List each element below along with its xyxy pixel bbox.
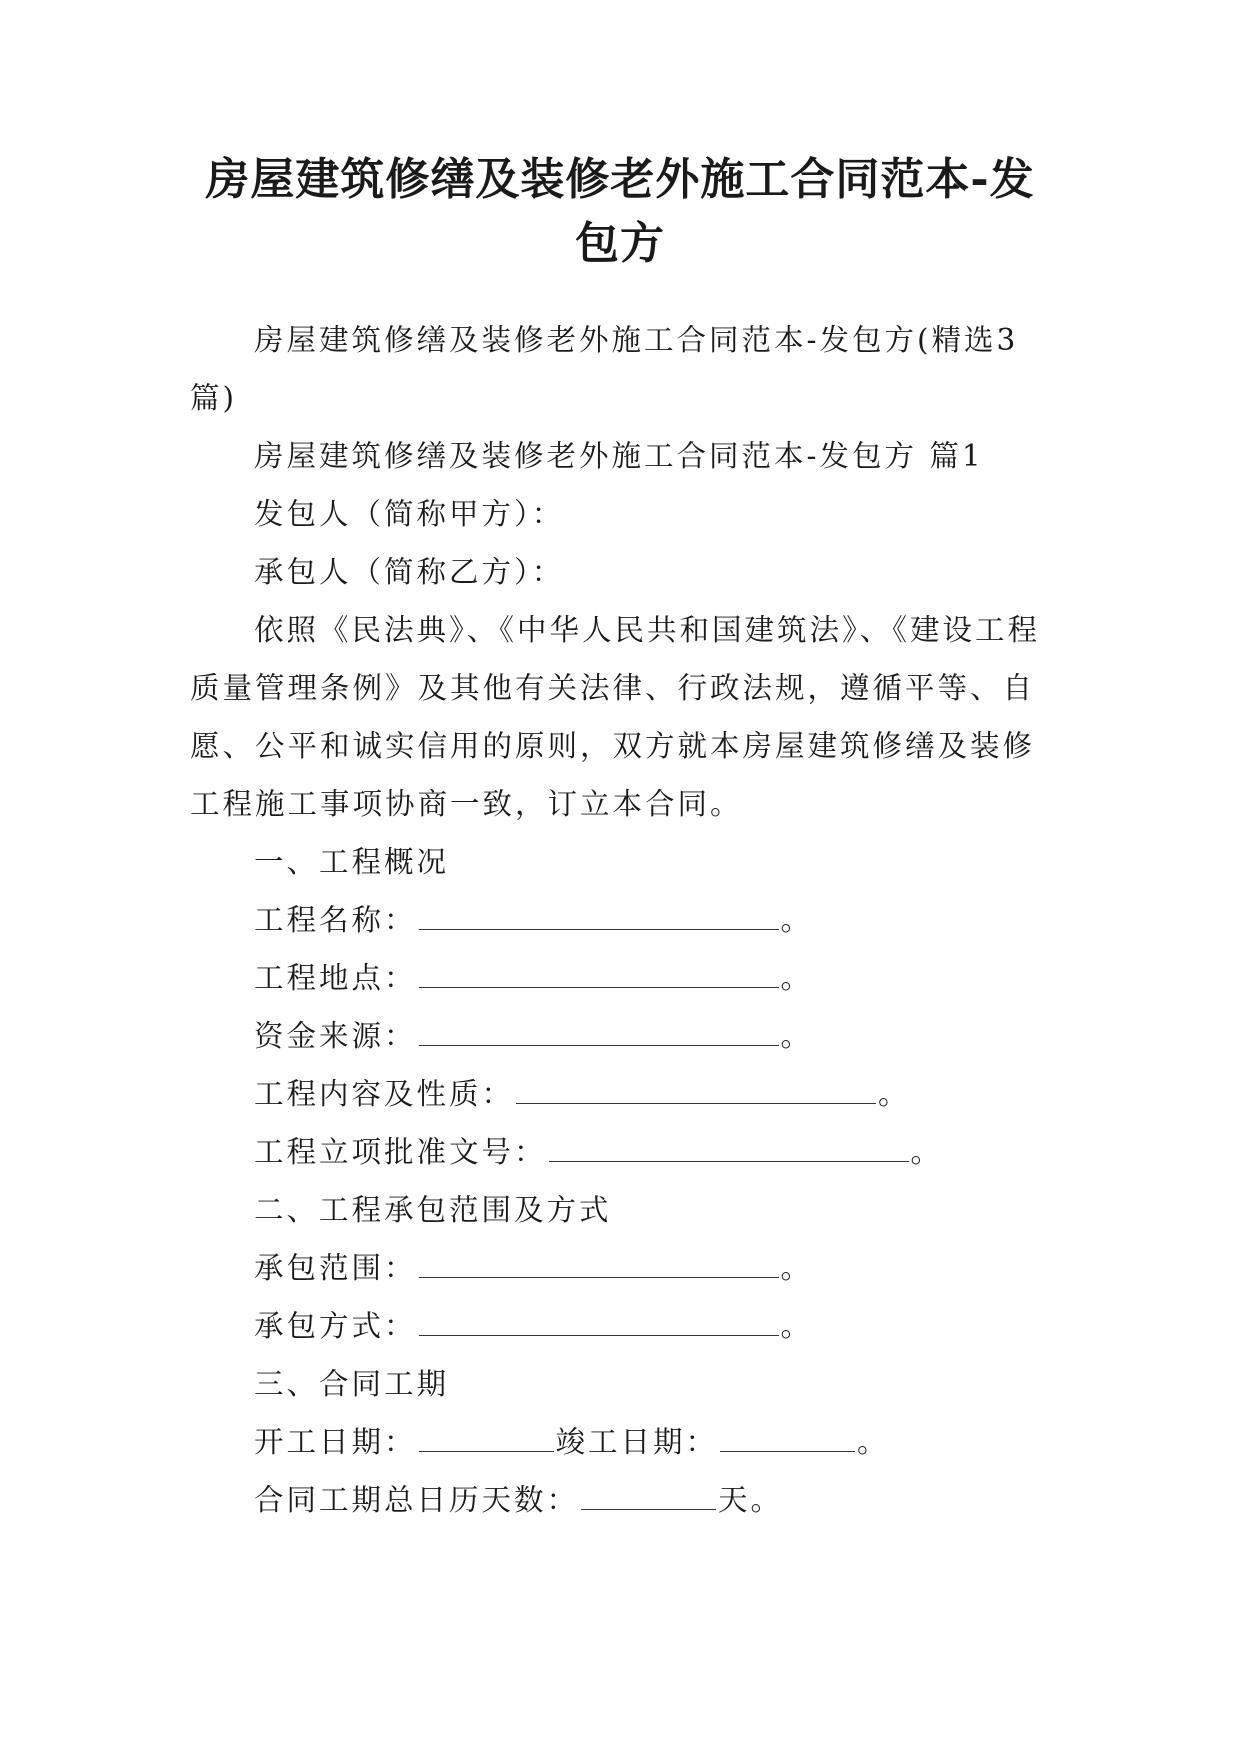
document-title: 房屋建筑修缮及装修老外施工合同范本-发包方 [205, 154, 1035, 269]
project-name-line [190, 891, 1050, 949]
project-content-line [190, 1065, 1050, 1123]
project-location-line [190, 949, 1050, 1007]
period: 。 [780, 1251, 814, 1285]
project-content-label: 工程内容及性质： [254, 1077, 515, 1111]
approval-number-line [190, 1123, 1050, 1181]
period: 。 [780, 903, 814, 937]
project-content-blank[interactable] [516, 1085, 876, 1104]
start-date-label: 开工日期： [254, 1425, 417, 1459]
funding-source-blank[interactable] [419, 1027, 779, 1046]
days-unit: 天。 [718, 1483, 784, 1517]
project-location-label: 工程地点： [254, 961, 417, 995]
total-days-label: 合同工期总日历天数： [254, 1483, 580, 1517]
period: 。 [780, 1019, 814, 1053]
section2-heading: 二、工程承包范围及方式 [254, 1193, 612, 1227]
total-days-blank[interactable] [581, 1491, 716, 1510]
contract-scope-blank[interactable] [419, 1259, 779, 1278]
project-name-blank[interactable] [419, 911, 779, 930]
contract-method-label: 承包方式： [254, 1309, 417, 1343]
article-heading: 房屋建筑修缮及装修老外施工合同范本-发包方 篇1 [254, 439, 984, 473]
contractor-line: 承包人（简称乙方）： [254, 555, 565, 589]
contract-method-blank[interactable] [419, 1317, 779, 1336]
project-name-label: 工程名称： [254, 903, 417, 937]
intro-paragraph: 房屋建筑修缮及装修老外施工合同范本-发包方(精选3篇) [190, 323, 1019, 415]
legal-basis-paragraph: 依照《民法典》、《中华人民共和国建筑法》、《建设工程质量管理条例》及其他有关法律、行政法规，遵循平等、自愿、公平和诚实信用的原则，双方就本房屋建筑修缮及装修工程施工事项协商一致，订立本合同。 [190, 613, 1041, 821]
approval-number-blank[interactable] [549, 1143, 909, 1162]
approval-number-label: 工程立项批准文号： [254, 1135, 547, 1169]
period: 。 [878, 1077, 911, 1111]
end-date-blank[interactable] [720, 1433, 855, 1452]
total-days-line [190, 1471, 1050, 1529]
employer-line: 发包人（简称甲方）： [254, 497, 565, 531]
contract-method-line [190, 1297, 1050, 1355]
period: 。 [780, 961, 814, 995]
funding-source-line [190, 1007, 1050, 1065]
period: 。 [780, 1309, 814, 1343]
period: 。 [910, 1135, 944, 1169]
start-date-blank[interactable] [419, 1433, 554, 1452]
period: 。 [857, 1425, 890, 1459]
document-body [190, 311, 1050, 1529]
funding-source-label: 资金来源： [254, 1019, 417, 1053]
section3-heading: 三、合同工期 [254, 1367, 450, 1401]
dates-line [190, 1413, 1050, 1471]
contract-scope-label: 承包范围： [254, 1251, 417, 1285]
section1-heading: 一、工程概况 [254, 845, 450, 879]
project-location-blank[interactable] [419, 969, 779, 988]
end-date-label: 竣工日期： [555, 1425, 719, 1459]
contract-scope-line [190, 1239, 1050, 1297]
